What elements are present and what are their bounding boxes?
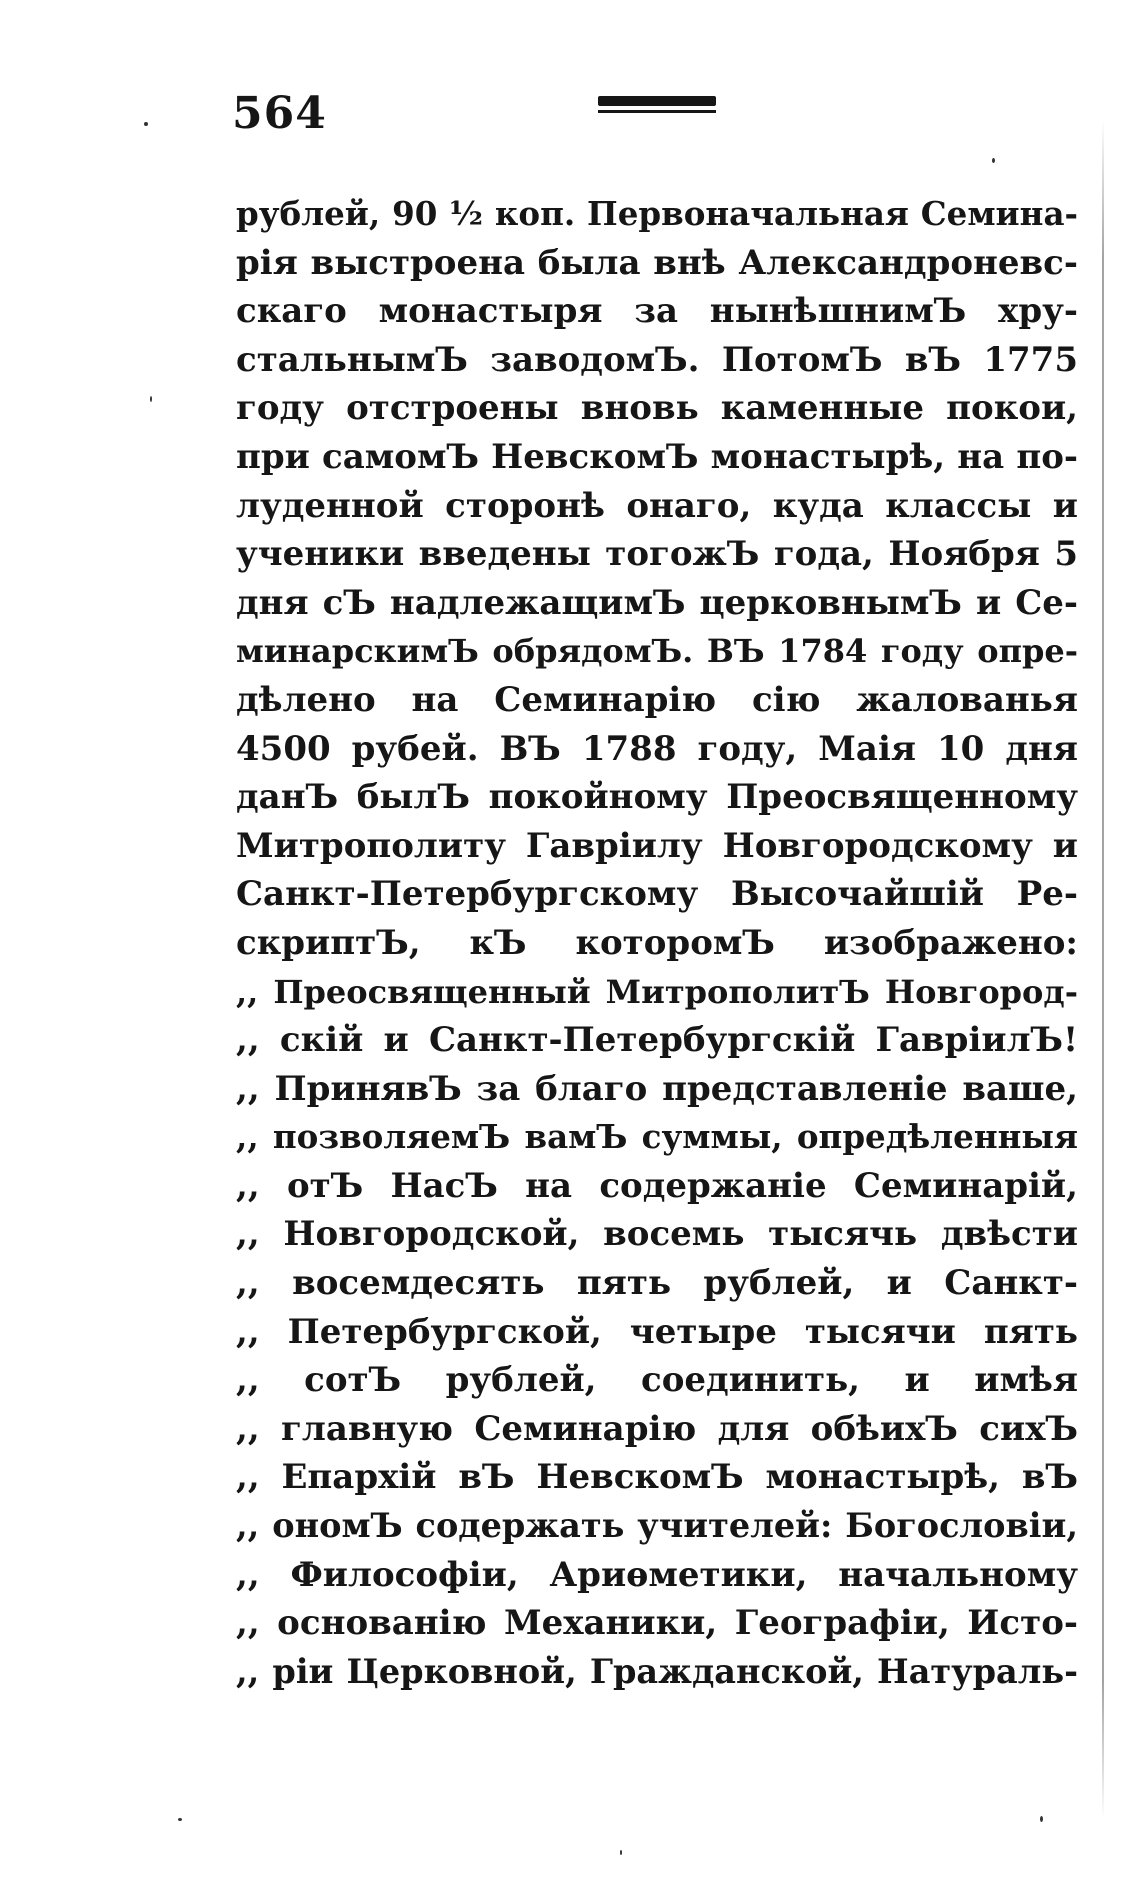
header-rule-bar [598, 110, 716, 113]
header-ornament-rule [598, 96, 716, 117]
text-line: дня сЪ надлежащимЪ церковнымЪ и Се- [236, 582, 1078, 623]
text-line: ,, Епархій вЪ НевскомЪ монастырѣ, вЪ [236, 1457, 1078, 1498]
gutter-line [1102, 120, 1104, 1820]
scan-speck [150, 396, 152, 402]
text-line: ,, ріи Церковной, Гражданской, Натураль- [236, 1651, 1078, 1691]
body-text [236, 190, 1078, 1696]
text-line: при самомЪ НевскомЪ монастырѣ, на по- [236, 436, 1078, 477]
text-line: ,, ономЪ содержать учителей: Богословіи, [236, 1506, 1078, 1546]
text-line: скаго монастыря за нынѣшнимЪ хру- [236, 291, 1078, 332]
text-line: Митрополиту Гавріилу Новгородскому и [236, 825, 1078, 866]
text-line: ,, Новгородской, восемь тысячь двѣсти [236, 1214, 1078, 1255]
text-line: ,, ПринявЪ за благо представленіе ваше, [236, 1068, 1078, 1109]
scan-speck [178, 1818, 182, 1821]
text-line: дѣлено на Семинарію сію жалованья [236, 679, 1078, 720]
text-line: ,, Петербургской, четыре тысячи пять [236, 1311, 1078, 1352]
text-line: минарскимЪ обрядомЪ. ВЪ 1784 году опре- [236, 632, 1078, 671]
text-line: ,, сотЪ рублей, соединить, и имѣя [236, 1360, 1078, 1401]
text-line: луденной сторонѣ онаго, куда классы и [236, 485, 1078, 526]
text-line: скриптЪ, кЪ которомЪ изображено: [236, 922, 1078, 963]
text-line: ,, отЪ НасЪ на содержаніе Семинарій, [236, 1165, 1078, 1206]
text-line: ученики введены тогожЪ года, Ноября 5 [236, 534, 1078, 575]
scan-speck [992, 158, 995, 163]
text-line: Санкт-Петербургскому Высочайшій Ре- [236, 874, 1078, 915]
text-line: ,, позволяемЪ вамЪ суммы, опредѣленныя [236, 1117, 1078, 1157]
text-line: ,, Преосвященный МитрополитЪ Новгород- [236, 972, 1078, 1011]
header-rule-bar [598, 96, 716, 106]
text-line: стальнымЪ заводомЪ. ПотомЪ вЪ 1775 [236, 339, 1078, 380]
scan-speck [144, 122, 148, 126]
text-line: рія выстроена была внѣ Александроневс- [236, 242, 1078, 283]
text-line: ,, Философіи, Ариѳметики, начальному [236, 1554, 1078, 1595]
scan-speck [620, 1850, 622, 1855]
text-line: рублей, 90 ½ коп. Первоначальная Семина- [236, 194, 1078, 233]
text-line: 4500 рубей. ВЪ 1788 году, Маія 10 дня [236, 728, 1078, 769]
text-line: ,, основанію Механики, Географіи, Исто- [236, 1603, 1078, 1644]
text-line: году отстроены вновь каменные покои, [236, 388, 1078, 429]
text-line: ,, восемдесять пять рублей, и Санкт- [236, 1263, 1078, 1304]
text-line: ,, скій и Санкт-Петербургскій ГавріилЪ! [236, 1020, 1078, 1061]
page-number: 564 [232, 88, 327, 139]
text-line: данЪ былЪ покойному Преосвященному [236, 777, 1078, 818]
scan-speck [1040, 1816, 1043, 1822]
text-line: ,, главную Семинарію для обѣихЪ сихЪ [236, 1408, 1078, 1449]
